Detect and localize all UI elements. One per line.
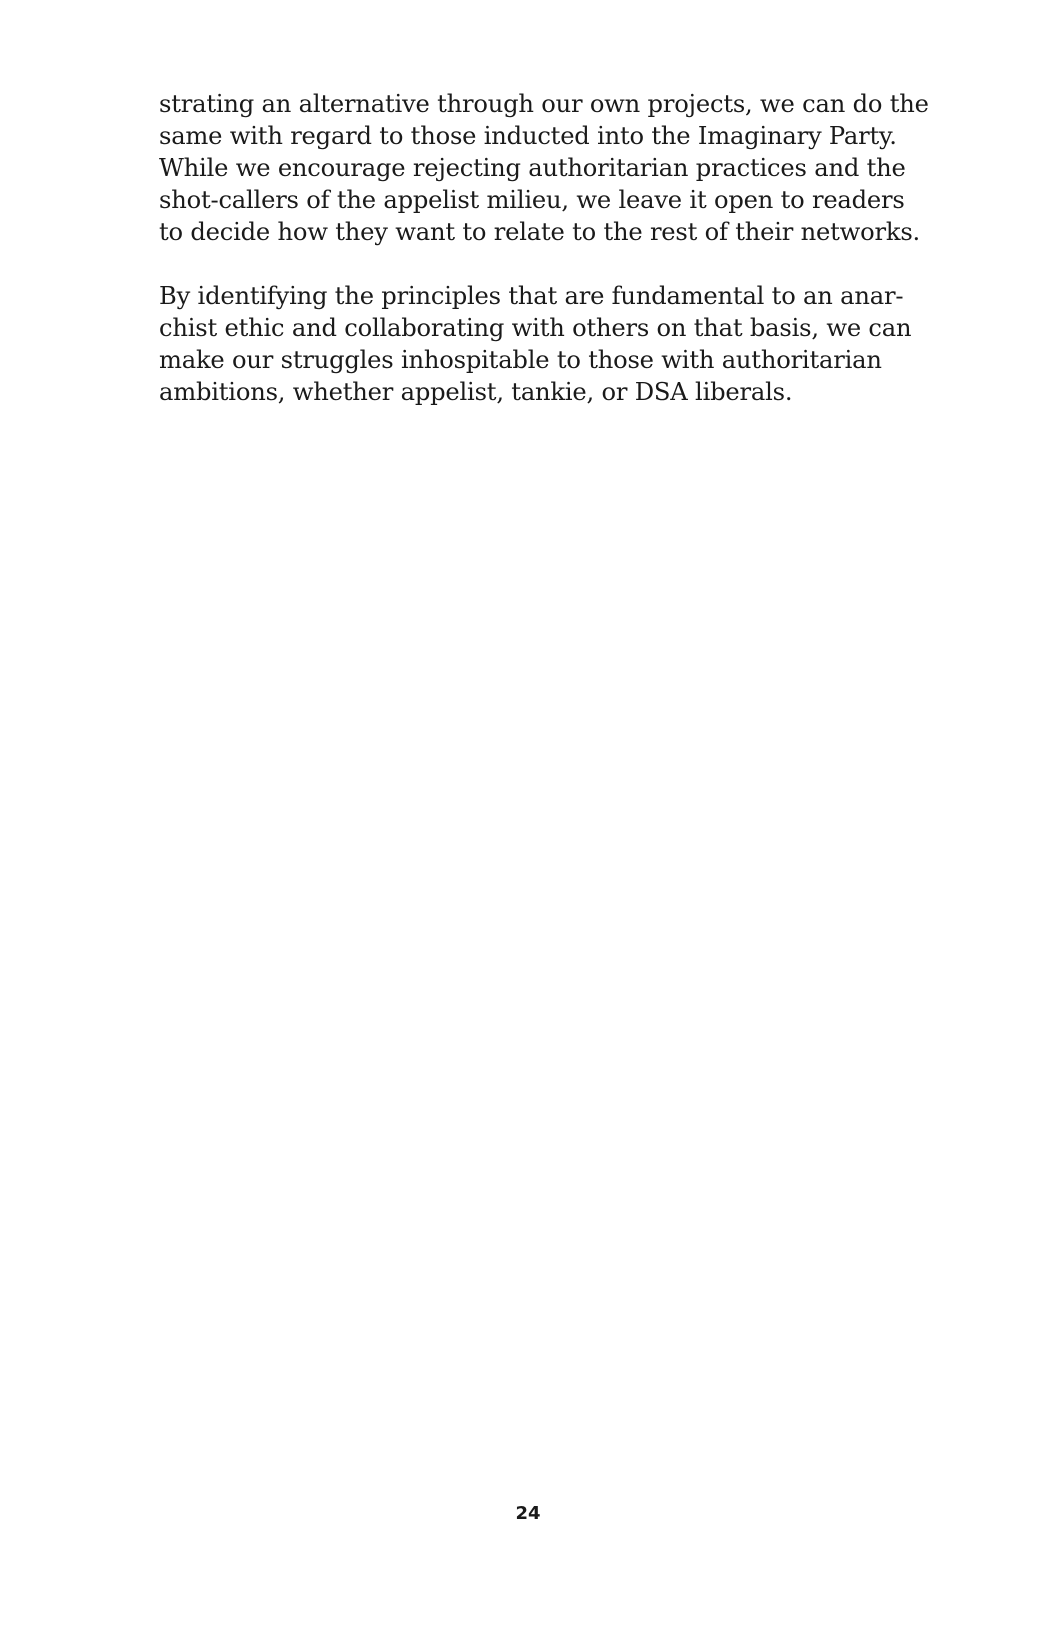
page-number: 24 bbox=[515, 1503, 541, 1524]
text-line: ambitions, whether appelist, tankie, or DSA liberals. bbox=[159, 378, 793, 406]
paragraph-2 bbox=[159, 280, 959, 408]
paragraph-1 bbox=[159, 88, 959, 248]
text-line: While we encourage rejecting authoritarian practices and the bbox=[159, 154, 906, 182]
text-line: By identifying the principles that are fundamental to an anar- bbox=[159, 282, 904, 310]
text-line: strating an alternative through our own projects, we can do the bbox=[159, 90, 929, 118]
text-line: make our struggles inhospitable to those with authoritarian bbox=[159, 346, 882, 374]
text-line: same with regard to those inducted into the Imaginary Party. bbox=[159, 122, 897, 150]
body-text bbox=[159, 88, 959, 408]
text-line: to decide how they want to relate to the rest of their networks. bbox=[159, 218, 921, 246]
text-line: chist ethic and collaborating with others on that basis, we can bbox=[159, 314, 912, 342]
text-line: shot-callers of the appelist milieu, we leave it open to readers bbox=[159, 186, 905, 214]
